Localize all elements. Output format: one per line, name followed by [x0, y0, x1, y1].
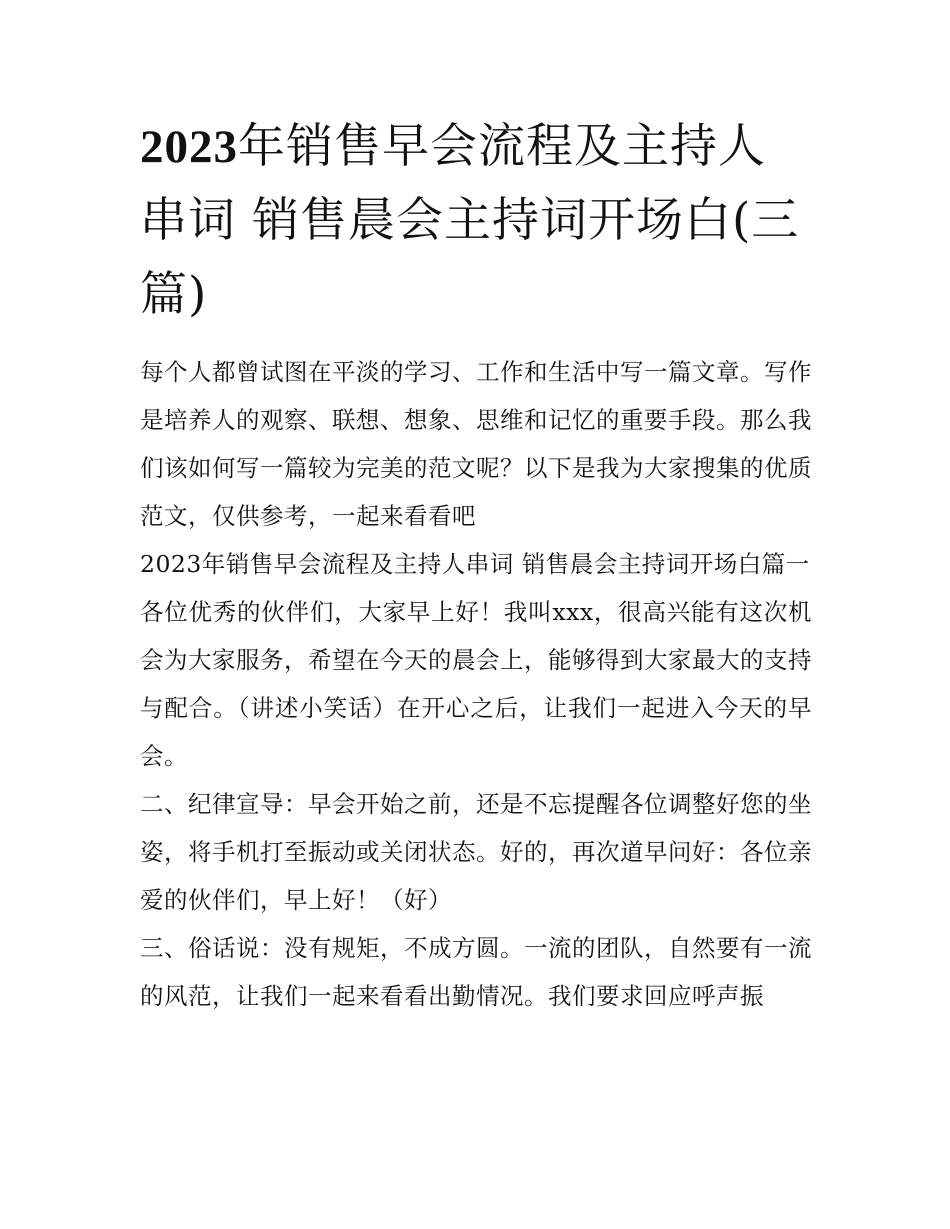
title-text: 年销售早会流程及主持人串词 销售晨会主持词开场白(三篇) — [140, 119, 800, 322]
document-title — [140, 110, 812, 332]
section-heading-one: 2023年销售早会流程及主持人串词 销售晨会主持词开场白篇一 — [140, 550, 810, 578]
document-body — [140, 110, 812, 1020]
discipline-paragraph: 二、纪律宣导：早会开始之前，还是不忘提醒各位调整好您的坐姿，将手机打至振动或关闭状态。好的，再次道早问好：各位亲爱的伙伴们，早上好！（好） — [140, 790, 812, 914]
title-year: 2023 — [140, 121, 238, 173]
greeting-paragraph: 各位优秀的伙伴们，大家早上好！我叫xxx，很高兴能有这次机会为大家服务，希望在今天的晨会上，能够得到大家最大的支持与配合。（讲述小笑话）在开心之后，让我们一起进入今天的早会。 — [140, 598, 812, 770]
intro-paragraph: 每个人都曾试图在平淡的学习、工作和生活中写一篇文章。写作是培养人的观察、联想、想象、思维和记忆的重要手段。那么我们该如何写一篇较为完美的范文呢？以下是我为大家搜集的优质范文，仅供参考，一起来看看吧 — [140, 358, 812, 530]
attendance-paragraph: 三、俗话说：没有规矩，不成方圆。一流的团队，自然要有一流的风范，让我们一起来看看出勤情况。我们要求回应呼声振 — [140, 934, 812, 1010]
